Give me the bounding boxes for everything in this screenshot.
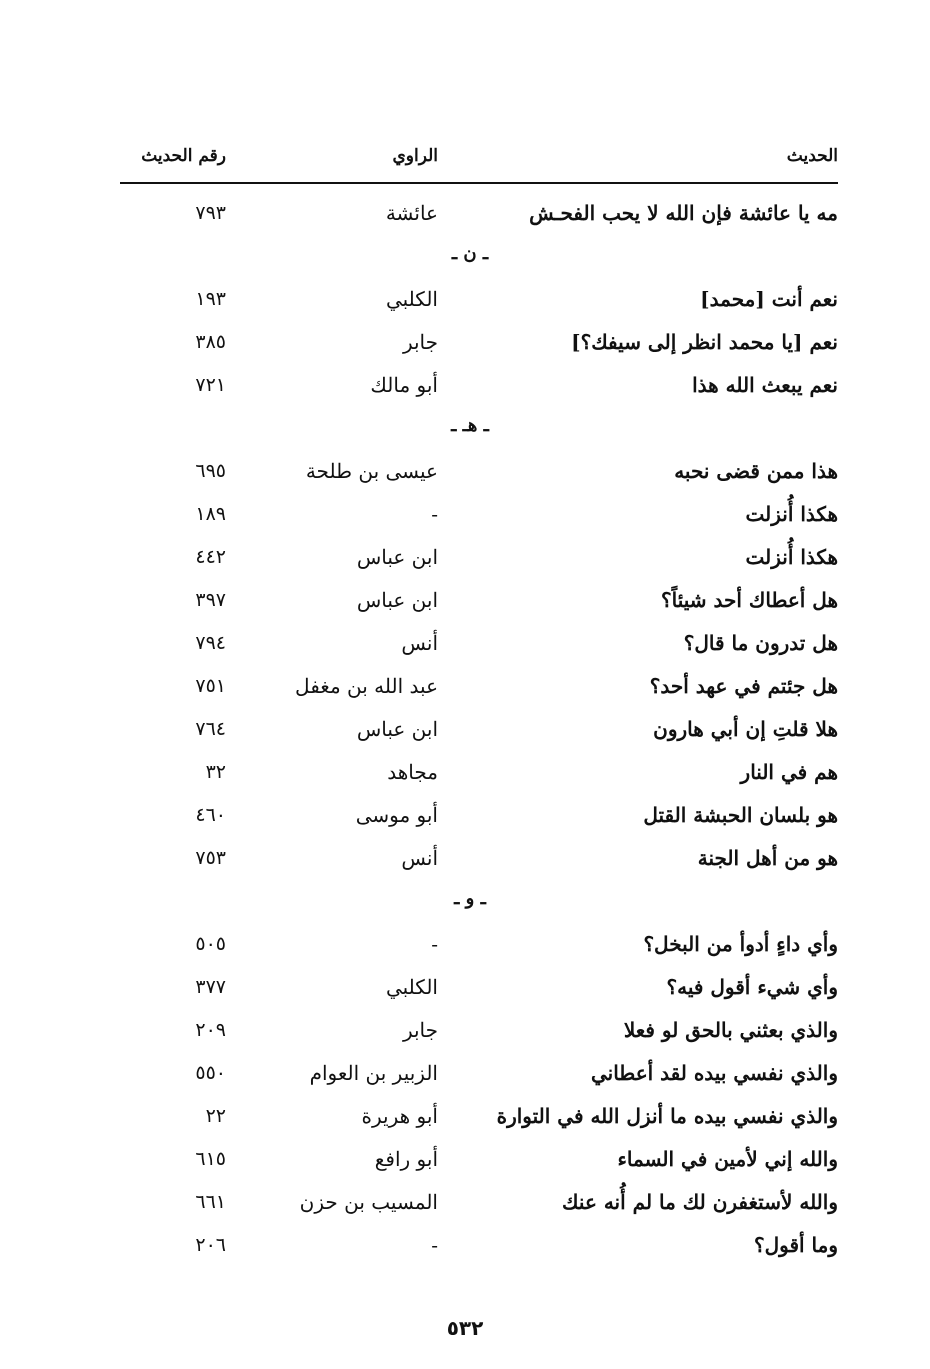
narrator-name: مجاهد <box>387 760 438 784</box>
hadith-text: والذي بعثني بالحق لو فعلا <box>623 1018 838 1042</box>
narrator-name: الكلبي <box>385 975 438 999</box>
hadith-number: ٧٦٤ <box>195 718 226 740</box>
narrator-name: ابن عباس <box>356 588 438 612</box>
header-hadith: الحديث <box>786 146 838 166</box>
table-row <box>120 192 838 235</box>
page-number: ٥٣٢ <box>446 1316 484 1340</box>
header-narrator: الراوي <box>392 146 438 166</box>
hadith-text: وما أقول؟ <box>753 1233 838 1257</box>
table-row <box>120 364 838 407</box>
table-row <box>120 278 838 321</box>
section-letter-heading <box>120 235 838 278</box>
hadith-text: نعم [يا محمد انظر إلى سيفك؟] <box>571 330 838 354</box>
hadith-number: ٦١٥ <box>195 1148 226 1170</box>
narrator-name: عيسى بن طلحة <box>305 459 438 483</box>
hadith-text: هل جئتم في عهد أحد؟ <box>649 674 838 698</box>
hadith-number: ٧٢١ <box>195 374 226 396</box>
hadith-number: ٥٠٥ <box>195 933 226 955</box>
hadith-text: هو من أهل الجنة <box>697 846 838 870</box>
hadith-text: هل تدرون ما قال؟ <box>683 631 838 655</box>
narrator-name: - <box>431 1233 438 1257</box>
narrator-name: ابن عباس <box>356 545 438 569</box>
hadith-text: هكذا أُنزلت <box>745 502 838 526</box>
hadith-text: والله إني لأمين في السماء <box>617 1147 838 1171</box>
hadith-number: ٦٩٥ <box>195 460 226 482</box>
table-row <box>120 622 838 665</box>
hadith-number: ٤٦٠ <box>195 804 226 826</box>
hadith-number: ٧٩٤ <box>195 632 226 654</box>
narrator-name: أبو هريرة <box>361 1104 438 1128</box>
hadith-number: ٧٩٣ <box>195 202 226 224</box>
hadith-text: وأي شيء أقول فيه؟ <box>666 975 838 999</box>
narrator-name: أنس <box>401 631 438 655</box>
table-row <box>120 493 838 536</box>
hadith-number: ٧٥١ <box>195 675 226 697</box>
narrator-name: أبو رافع <box>374 1147 438 1171</box>
narrator-name: أبو مالك <box>370 373 438 397</box>
hadith-text: نعم يبعث الله هذا <box>692 373 838 397</box>
hadith-text: هم في النار <box>740 760 838 784</box>
hadith-number: ٢٠٦ <box>195 1234 226 1256</box>
narrator-name: المسيب بن حزن <box>299 1190 438 1214</box>
hadith-number: ١٩٣ <box>195 288 226 310</box>
table-row <box>120 923 838 966</box>
table-row <box>120 450 838 493</box>
hadith-number: ١٨٩ <box>195 503 226 525</box>
hadith-number: ٢٠٩ <box>195 1019 226 1041</box>
hadith-text: هذا ممن قضى نحبه <box>674 459 838 483</box>
hadith-number: ٤٤٢ <box>195 546 226 568</box>
table-row <box>120 751 838 794</box>
section-letter-label: ـ و ـ <box>454 888 486 909</box>
hadith-text: هل أعطاك أحد شيئاً؟ <box>660 588 838 612</box>
table-row <box>120 794 838 837</box>
header-divider <box>120 182 838 184</box>
hadith-number: ٣٨٥ <box>195 331 226 353</box>
hadith-number: ٣٧٧ <box>195 976 226 998</box>
section-letter-heading <box>120 880 838 923</box>
hadith-text: هلا قلتِ إن أبي هارون <box>653 717 838 741</box>
table-row <box>120 1052 838 1095</box>
narrator-name: أنس <box>401 846 438 870</box>
narrator-name: الكلبي <box>385 287 438 311</box>
table-row <box>120 321 838 364</box>
narrator-name: جابر <box>402 330 438 354</box>
table-row <box>120 536 838 579</box>
hadith-text: والذي نفسي بيده لقد أعطاني <box>590 1061 838 1085</box>
hadith-number: ٧٥٣ <box>195 847 226 869</box>
hadith-number: ٢٢ <box>205 1105 226 1127</box>
narrator-name: أبو موسى <box>355 803 438 827</box>
section-letter-label: ـ هـ ـ <box>451 415 489 436</box>
hadith-index-table <box>120 192 838 1267</box>
hadith-number: ٥٥٠ <box>195 1062 226 1084</box>
hadith-text: وأي داءٍ أدوأ من البخل؟ <box>643 932 838 956</box>
section-letter-label: ـ ن ـ <box>451 243 489 264</box>
table-row <box>120 1138 838 1181</box>
narrator-name: - <box>431 502 438 526</box>
table-row <box>120 966 838 1009</box>
hadith-text: والله لأستغفرن لك ما لم أُنه عنك <box>562 1190 838 1214</box>
table-row <box>120 665 838 708</box>
hadith-text: هو بلسان الحبشة القتل <box>643 803 838 827</box>
hadith-text: مه يا عائشة فإن الله لا يحب الفحـش <box>529 201 838 225</box>
section-letter-heading <box>120 407 838 450</box>
hadith-text: هكذا أُنزلت <box>745 545 838 569</box>
table-row <box>120 1095 838 1138</box>
narrator-name: عبد الله بن مغفل <box>295 674 438 698</box>
narrator-name: جابر <box>402 1018 438 1042</box>
table-row <box>120 837 838 880</box>
hadith-number: ٣٩٧ <box>195 589 226 611</box>
narrator-name: - <box>431 932 438 956</box>
table-row <box>120 1009 838 1052</box>
hadith-number: ٣٢ <box>205 761 226 783</box>
table-row <box>120 579 838 622</box>
table-row <box>120 1181 838 1224</box>
hadith-text: والذي نفسي بيده ما أنزل الله في التوارة <box>496 1104 838 1128</box>
table-header <box>120 146 838 178</box>
narrator-name: عائشة <box>385 201 438 225</box>
hadith-number: ٦٦١ <box>195 1191 226 1213</box>
narrator-name: الزبير بن العوام <box>309 1061 438 1085</box>
header-hadith-number: رقم الحديث <box>141 146 226 166</box>
table-row <box>120 1224 838 1267</box>
narrator-name: ابن عباس <box>356 717 438 741</box>
table-row <box>120 708 838 751</box>
hadith-text: نعم أنت [محمد] <box>700 287 838 311</box>
